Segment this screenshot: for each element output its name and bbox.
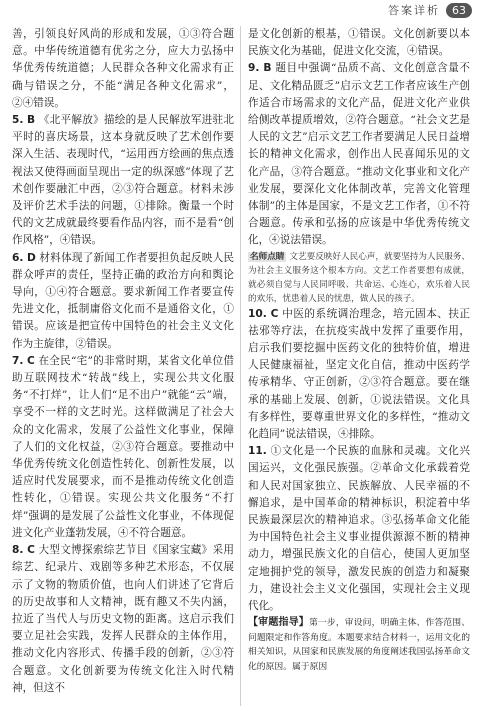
question-number: 9.	[248, 62, 260, 75]
answer-letter: D	[27, 251, 36, 264]
tip-title: 名师点睛	[250, 251, 285, 262]
answer-letter: B	[27, 114, 36, 127]
answer-text: 《北平解放》描绘的是人民解放军进驻北平时的喜庆场景，这本身就反映了艺术创作要深入生活、表现时代，“运用西方绘画的焦点透视法又使得画面呈现出一定的纵深感”体现了艺术创作要融汇中西，②③符合题意。材料未涉及评价艺术手法的问题，①排除。衡量一个时代的文艺成就最终要看作品内容，而不是看“创作风格”，④错误。	[12, 114, 234, 247]
answer-continuation	[12, 26, 234, 112]
question-number: 5.	[12, 114, 24, 127]
section-label: 答案详析	[388, 4, 440, 17]
answer-text: 材料体现了新闻工作者要担负起反映人民群众呼声的责任，坚持正确的政治方向和舆论导向，①④符合题意。要求新闻工作者要宣传先进文化，抵制庸俗文化而不是通俗文化，①错误。应该是把宣传中国特色的社会主义文化作为主旋律，②错误。	[12, 251, 235, 350]
page-number: 63	[446, 3, 472, 18]
answer-text: 中医的系统调治理念，培元固本、扶正祛邪等疗法，在抗疫实战中发挥了重要作用，启示我们要挖掘中医药文化的独特价值，增进人民健康福祉，坚定文化自信，推动中医药学传承精华、守正创新，②③符合题意。要在继承的基础上发展、创新，①说法错误。文化具有多样性，要尊重世界文化的多样性，“推动文化趋同”说法错误，④排除。	[248, 307, 471, 441]
answer-6	[12, 250, 234, 353]
answer-text: ①文化是一个民族的血脉和灵魂。文化兴国运兴，文化强民族强。②革命文化承载着党和人民对国家独立、民族解放、人民幸福的不懈追求，是中国革命的精神标识，积淀着中华民族最深层次的精神追求。③弘扬革命文化能为中国特色社会主义事业提供源源不断的精神动力，增强民族文化的自信心，使国人更加坚定地拥护党的领导，激发民族的创造力和凝聚力，建设社会主义文化强国，实现社会主义现代化。	[248, 445, 471, 613]
answer-8	[12, 542, 234, 697]
answer-text: 善，引领良好风尚的形成和发展，①③符合题意。中华传统道德有优劣之分，应大力弘扬中华优秀传统道德；人民群众各种文化需求有正确与错误之分，不能“满足各种文化需求”，②④错误。	[12, 28, 234, 109]
teacher-tip	[248, 250, 470, 306]
answer-text: 大型文博探索综艺节目《国家宝藏》采用综艺、纪录片、戏剧等多种艺术形态，不仅展示了文物的物质价值，也向人们讲述了它背后的历史故事和人文精神，既有趣又不失内涵，拉近了当代人与历史文物的距离。这启示我们要立足社会实践，发挥人民群众的主体作用，推动文化内容形式、传播手段的创新，②③符合题意。文化创新要为传统文化注入时代精神，但这不	[12, 544, 234, 694]
left-column	[12, 26, 234, 697]
column-divider	[240, 26, 241, 706]
answer-letter: C	[27, 354, 35, 367]
answer-8-continuation	[248, 26, 470, 60]
answer-7	[12, 353, 234, 542]
answer-text: 在全民“宅”的非常时期，某省文化单位借助互联网技术“转战”线上，实现公共文化服务“不打烊”，让人们“足不出户”就能“云”端，享受不一样的文艺时光。这样做满足了社会大众的文化需求，发展了公益性文化事业，保障了人们的文化权益，②③符合题意。要推动中华优秀传统文化创造性转化、创新性发展，以适应时代发展要求，而不是推动传统文化创造性转化，①错误。实现公共文化服务“不打烊”强调的是发展了公益性文化事业，不体现促进文化产业蓬勃发展，④不符合题意。	[12, 354, 234, 539]
question-number: 11.	[248, 445, 267, 458]
answer-letter: C	[270, 307, 279, 320]
answer-9	[248, 60, 470, 249]
guide-title: 【审题指导】	[248, 617, 309, 629]
question-number: 7.	[12, 354, 24, 367]
tip-body: 文艺要反映好人民心声，就要坚持为人民服务、为社会主义服务这个根本方向。文艺工作者要想有成就，就必须自觉与人民同呼吸、共命运、心连心，欢乐着人民的欢乐，忧患着人民的忧患，做人民的孩子。	[248, 251, 470, 304]
answer-text: 题目中强调“品质不高、文化创意含量不足、文化精品匮乏”启示文艺工作者应该生产创作适合市场需求的文化产品，促进文化产业供给侧改革提质增效，②符合题意。“社会文艺是人民的文艺”启示文艺工作者要满足人民日益增长的精神文化需求，创作出人民喜闻乐见的文化产品，③符合题意。“推动文化事业和文化产业发展，要深化文化体制改革，完善文化管理体制”的主体是国家，不是文艺工作者，①不符合题意。传承和弘扬的应该是中华优秀传统文化，④说法错误。	[248, 62, 471, 247]
answer-letter: C	[27, 544, 35, 557]
answer-letter: B	[263, 62, 272, 75]
guide-body: 第一步，审设问，明确主体、作答范围、问题限定和作答角度。本题要求结合材料一，运用文化的相关知识，从国家和民族发展的角度阐述我国弘扬革命文化的原因。属于原因	[248, 618, 470, 672]
question-number: 10.	[248, 307, 267, 320]
answer-10	[248, 306, 470, 444]
page-header	[388, 0, 480, 20]
right-column	[248, 26, 470, 674]
answer-text: 是文化创新的根基，①错误。文化创新要以本民族文化为基础，促进文化交流，④错误。	[248, 28, 470, 58]
answer-5	[12, 112, 234, 250]
question-number: 6.	[12, 251, 24, 264]
question-number: 8.	[12, 544, 24, 557]
answer-11	[248, 443, 470, 615]
analysis-guide	[248, 616, 470, 674]
